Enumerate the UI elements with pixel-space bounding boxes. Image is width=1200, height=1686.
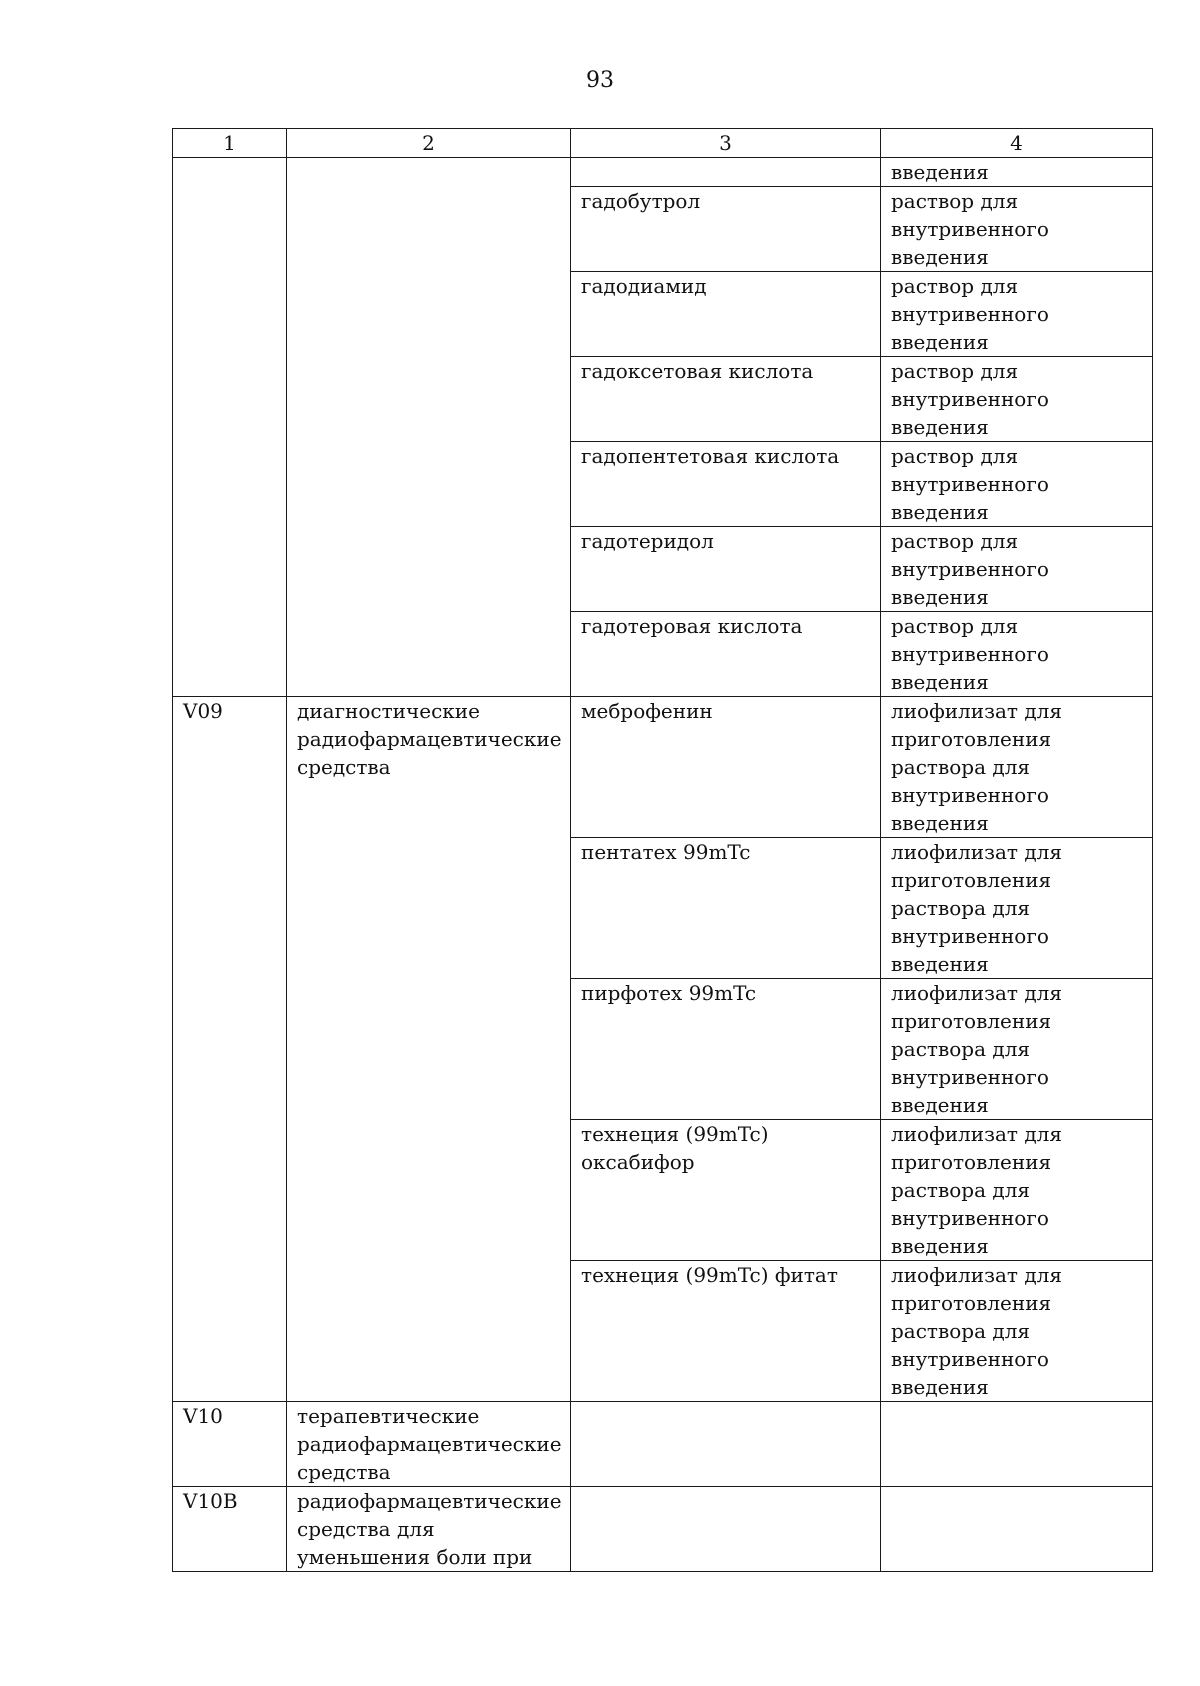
form-cell: лиофилизат для приготовления раствора для внутривенного введения [881, 838, 1153, 979]
drug-name-cell: гадоксетовая кислота [571, 357, 881, 442]
header-col-1: 1 [173, 129, 287, 158]
table-row [173, 1402, 1153, 1487]
header-col-2: 2 [287, 129, 571, 158]
drug-name-cell: гадобутрол [571, 187, 881, 272]
drug-name-cell: гадотеридол [571, 527, 881, 612]
drug-name-cell: технеция (99mTc) оксабифор [571, 1120, 881, 1261]
group-cell: радиофармацевтические средства для уменьшения боли при [287, 1487, 571, 1572]
drug-name-cell: технеция (99mTc) фитат [571, 1261, 881, 1402]
table-row [173, 1487, 1153, 1572]
drug-name-cell: гадотеровая кислота [571, 612, 881, 697]
drug-name-cell: пентатех 99mTc [571, 838, 881, 979]
code-cell: V09 [173, 697, 287, 1402]
drug-name-cell [571, 1402, 881, 1487]
form-cell: раствор для внутривенного введения [881, 272, 1153, 357]
page-number: 93 [586, 68, 614, 93]
form-cell: раствор для внутривенного введения [881, 442, 1153, 527]
form-cell: лиофилизат для приготовления раствора для внутривенного введения [881, 697, 1153, 838]
drug-name-cell: гадодиамид [571, 272, 881, 357]
drug-name-cell: меброфенин [571, 697, 881, 838]
table-row [173, 697, 1153, 838]
form-cell: раствор для внутривенного введения [881, 357, 1153, 442]
form-cell: раствор для внутривенного введения [881, 187, 1153, 272]
form-cell: раствор для внутривенного введения [881, 612, 1153, 697]
header-col-3: 3 [571, 129, 881, 158]
code-cell [173, 158, 287, 697]
drug-name-cell: гадопентетовая кислота [571, 442, 881, 527]
group-cell [287, 158, 571, 697]
drug-table [172, 128, 1153, 1572]
table-row [173, 158, 1153, 187]
code-cell: V10 [173, 1402, 287, 1487]
drug-name-cell [571, 1487, 881, 1572]
form-cell: лиофилизат для приготовления раствора для внутривенного введения [881, 979, 1153, 1120]
group-cell: диагностические радиофармацевтические средства [287, 697, 571, 1402]
form-cell: раствор для внутривенного введения [881, 527, 1153, 612]
form-cell [881, 1402, 1153, 1487]
form-cell: лиофилизат для приготовления раствора для внутривенного введения [881, 1261, 1153, 1402]
drug-name-cell: пирфотех 99mTc [571, 979, 881, 1120]
header-col-4: 4 [881, 129, 1153, 158]
form-cell: введения [881, 158, 1153, 187]
group-cell: терапевтические радиофармацевтические средства [287, 1402, 571, 1487]
form-cell: лиофилизат для приготовления раствора для внутривенного введения [881, 1120, 1153, 1261]
drug-name-cell [571, 158, 881, 187]
form-cell [881, 1487, 1153, 1572]
header-row [173, 129, 1153, 158]
code-cell: V10B [173, 1487, 287, 1572]
